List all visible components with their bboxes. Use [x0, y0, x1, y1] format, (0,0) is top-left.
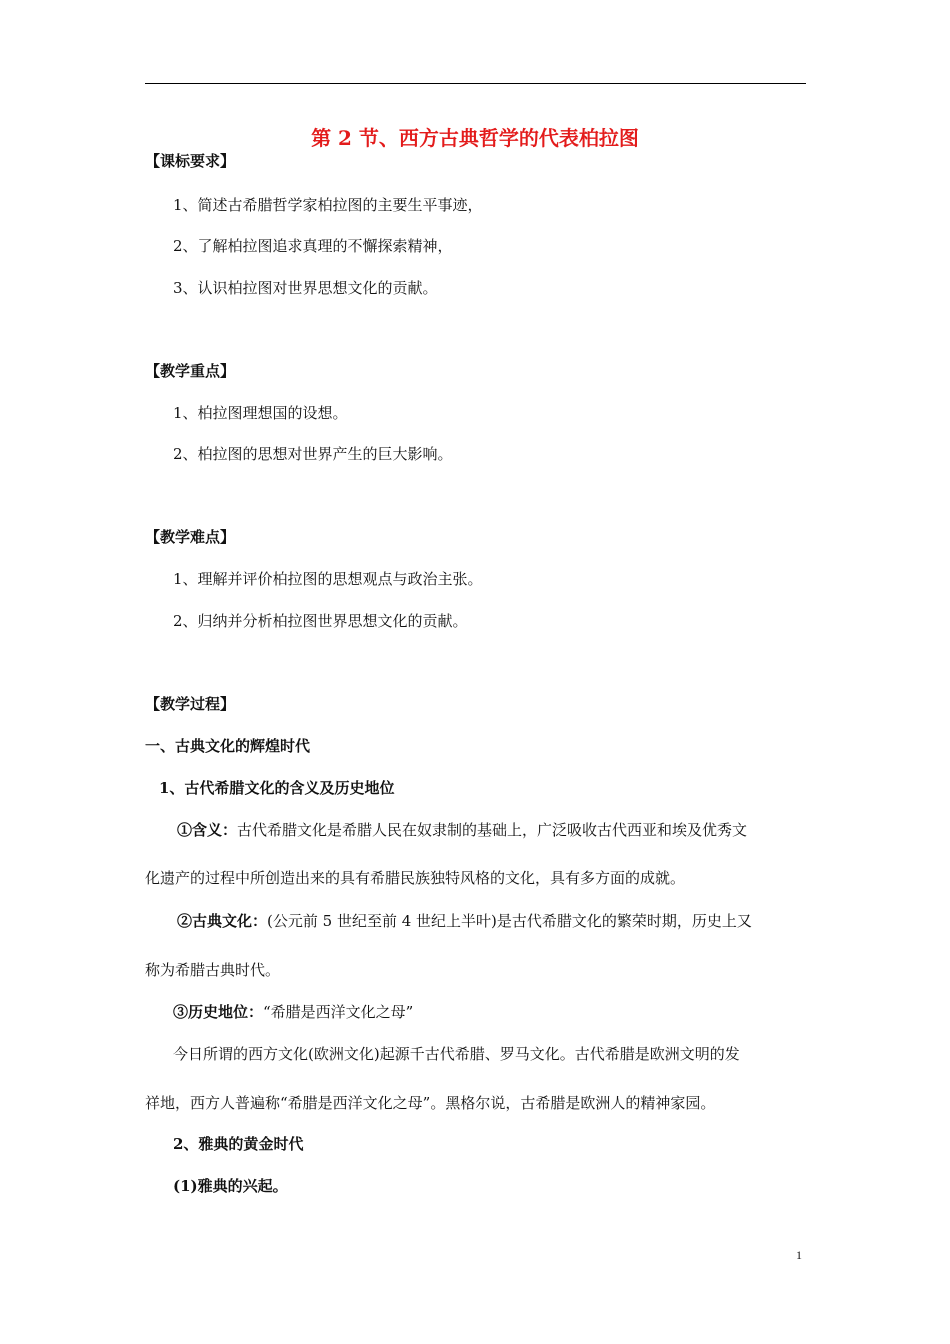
requirement-item: 3、认识柏拉图对世界思想文化的贡献。 — [173, 279, 438, 297]
page-title: 第 2 节、西方古典哲学的代表柏拉图 — [311, 126, 639, 150]
meaning-text: 古代希腊文化是希腊人民在奴隶制的基础上，广泛吸收古代西亚和埃及优秀文 — [237, 821, 748, 839]
paragraph-classical-cont: 称为希腊古典时代。 — [145, 961, 281, 979]
subsection-heading: 1、古代希腊文化的含义及历史地位 — [159, 779, 395, 797]
status-text: “希腊是西洋文化之母” — [263, 1003, 414, 1021]
key-points-heading: 【教学重点】 — [145, 362, 236, 380]
requirement-item: 2、了解柏拉图追求真理的不懈探索精神， — [173, 237, 453, 255]
difficulties-heading: 【教学难点】 — [145, 528, 236, 546]
requirements-heading: 【课标要求】 — [145, 152, 236, 170]
paragraph-origin-cont: 祥地，西方人普遍称“希腊是西洋文化之母”。黑格尔说，古希腊是欧洲人的精神家园。 — [145, 1094, 716, 1112]
process-heading: 【教学过程】 — [145, 695, 236, 713]
subsection-heading: 2、雅典的黄金时代 — [173, 1135, 304, 1153]
difficulty-item: 1、理解并评价柏拉图的思想观点与政治主张。 — [173, 570, 483, 588]
requirement-item: 1、简述古希腊哲学家柏拉图的主要生平事迹， — [173, 196, 483, 214]
paragraph-meaning — [177, 820, 747, 840]
classical-label: ②古典文化： — [177, 912, 268, 930]
paragraph-meaning-cont: 化遗产的过程中所创造出来的具有希腊民族独特风格的文化，具有多方面的成就。 — [145, 869, 686, 887]
meaning-label: ①含义： — [177, 821, 238, 839]
status-label: ③历史地位： — [173, 1003, 264, 1021]
key-point-item: 1、柏拉图理想国的设想。 — [173, 404, 348, 422]
paragraph-origin: 今日所谓的西方文化(欧洲文化)起源千古代希腊、罗马文化。古代希腊是欧洲文明的发 — [173, 1045, 740, 1063]
header-rule — [145, 83, 806, 84]
subsubsection-heading: (1)雅典的兴起。 — [173, 1177, 288, 1195]
paragraph-classical — [177, 911, 752, 931]
part-heading: 一、古典文化的辉煌时代 — [145, 737, 311, 755]
key-point-item: 2、柏拉图的思想对世界产生的巨大影响。 — [173, 445, 453, 463]
classical-text: (公元前 5 世纪至前 4 世纪上半叶)是古代希腊文化的繁荣时期，历史上又 — [267, 912, 752, 930]
page-number: 1 — [796, 1248, 802, 1262]
difficulty-item: 2、归纳并分析柏拉图世界思想文化的贡献。 — [173, 612, 468, 630]
paragraph-status — [173, 1002, 413, 1022]
